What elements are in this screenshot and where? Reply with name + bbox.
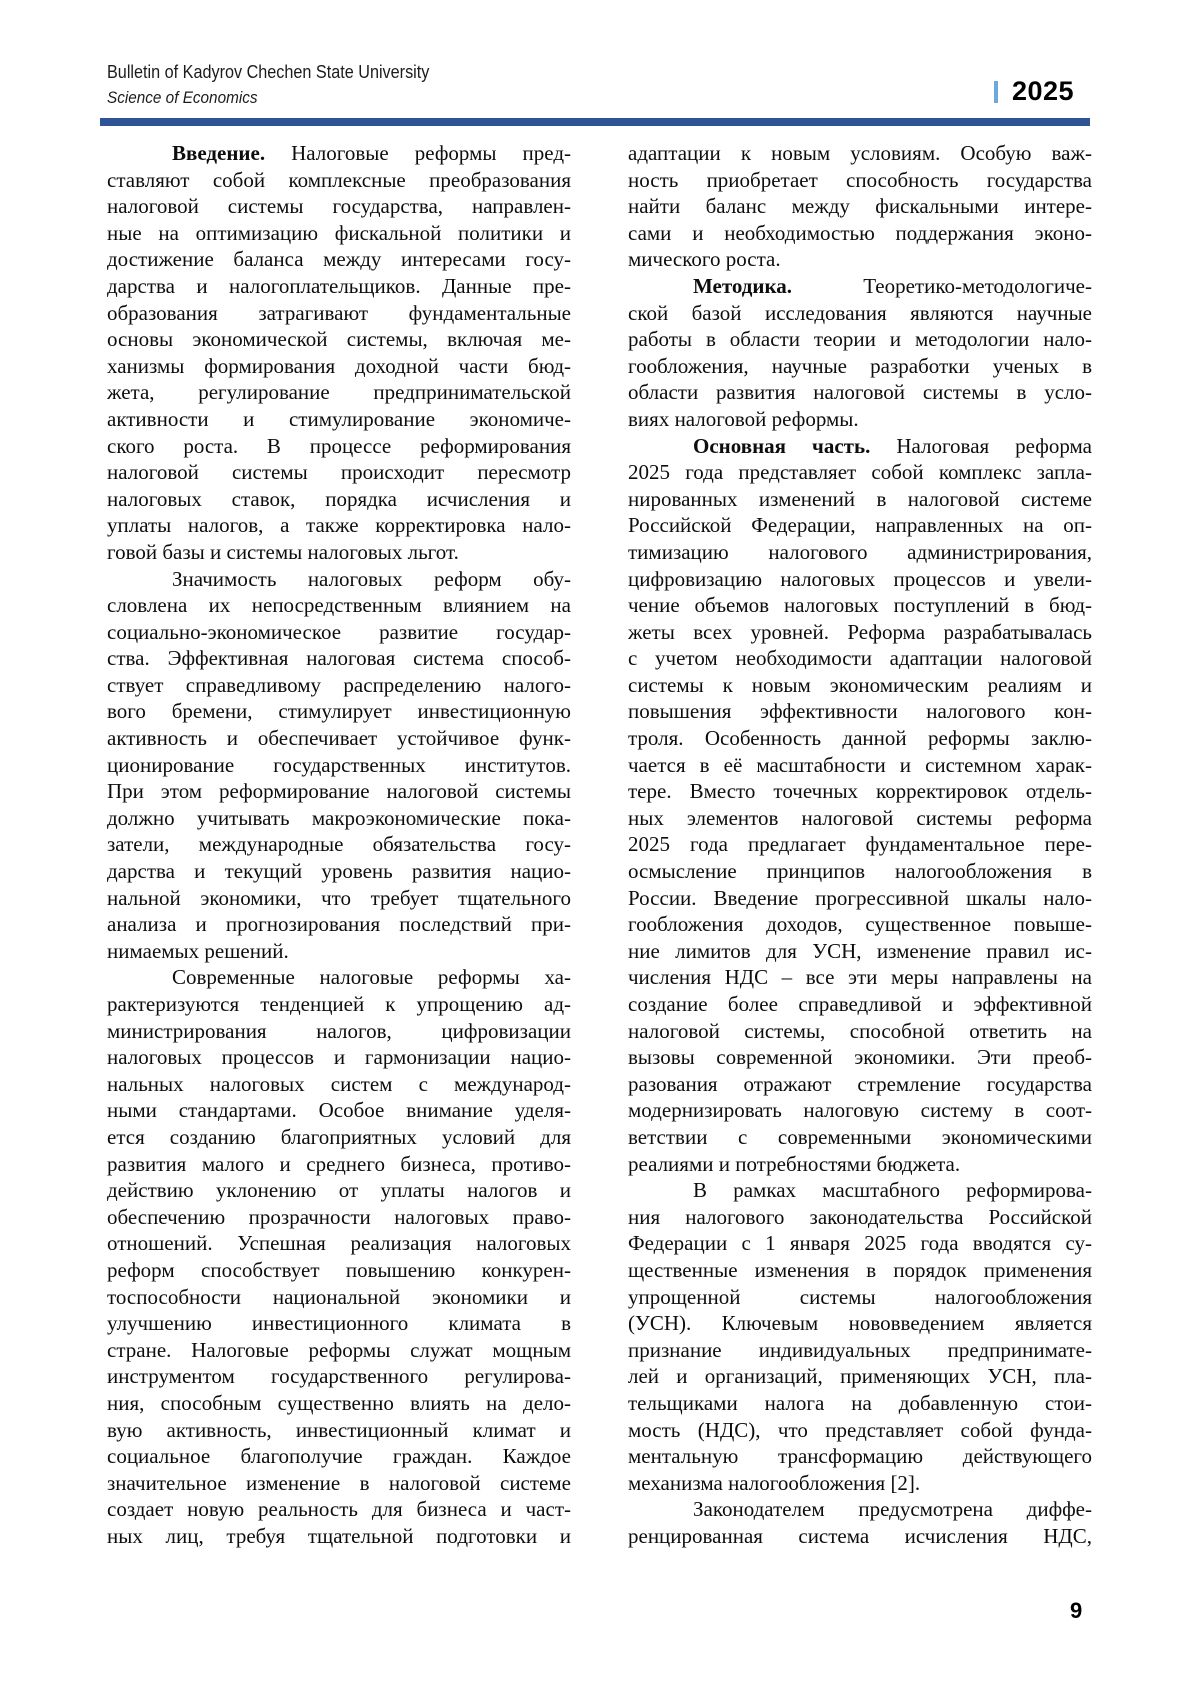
- text-line: ционирование государственных институтов.: [107, 752, 571, 777]
- text-line: В рамках масштабного реформирова-: [693, 1178, 1092, 1203]
- text-line: социально-экономическое развитие государ-: [107, 619, 571, 644]
- text-line: области развития налоговой системы в усло-: [628, 380, 1092, 405]
- year-label: 2025: [1012, 76, 1075, 106]
- text-line: ние лимитов для УСН, изменение правил ис-: [628, 938, 1092, 963]
- section-lead: Введение.: [172, 141, 266, 165]
- text-line: стране. Налоговые реформы служат мощным: [107, 1337, 571, 1362]
- text-line: создает новую реальность для бизнеса и част-: [107, 1497, 571, 1522]
- text-line: развития малого и среднего бизнеса, противо-: [107, 1151, 571, 1176]
- text-line: Методика. Теоретико-методологиче-: [693, 273, 1092, 298]
- text-line: нальных налоговых систем с международ-: [107, 1071, 571, 1096]
- text-line: реалиями и потребностями бюджета.: [628, 1151, 961, 1176]
- text-line: мического роста.: [628, 247, 781, 272]
- column-left: [107, 140, 571, 1549]
- text-line: России. Введение прогрессивной шкалы нало-: [628, 885, 1092, 910]
- text-line: 2025 года предлагает фундаментальное пере-: [628, 832, 1092, 857]
- text-line: отношений. Успешная реализация налоговых: [107, 1231, 571, 1256]
- text-line: социальное благополучие граждан. Каждое: [107, 1444, 571, 1469]
- text-line: рактеризуются тенденцией к упрощению ад-: [107, 992, 571, 1016]
- text-line: ствует справедливому распределению налого-: [107, 672, 571, 697]
- journal-subtitle: Science of Economics: [107, 88, 258, 107]
- header-divider: [100, 118, 1090, 126]
- text-line: создание более справедливой и эффективной: [628, 992, 1092, 1016]
- article-body: [107, 140, 1092, 1549]
- text-line: Введение. Налоговые реформы пред-: [172, 141, 571, 165]
- text-line: затели, международные обязательства госу-: [107, 832, 571, 857]
- text-line: щественные изменения в порядок применения: [628, 1257, 1092, 1282]
- text-line: работы в области теории и методологии нало-: [628, 327, 1092, 352]
- text-line: ными стандартами. Особое внимание уделя-: [107, 1098, 571, 1123]
- paragraph: [628, 140, 1092, 273]
- text-line: дарства и налогоплательщиков. Данные пре-: [107, 273, 571, 298]
- text-line: анализа и прогнозирования последствий при-: [107, 912, 571, 937]
- text-line: вого бремени, стимулирует инвестиционную: [107, 699, 571, 724]
- text-line: нимаемых решений.: [107, 938, 289, 963]
- text-line: мость (НДС), что представляет собой фунда-: [628, 1417, 1092, 1442]
- text-line: должно учитывать макроэкономические пока-: [107, 805, 571, 830]
- text-line: ния налогового законодательства Российской: [628, 1204, 1092, 1229]
- text-line: (УСН). Ключевым нововведением является: [628, 1311, 1092, 1336]
- text-line: нированных изменений в налоговой системе: [628, 486, 1092, 511]
- text-line: уплаты налогов, а также корректировка нало-: [107, 513, 571, 538]
- text-line: образования затрагивают фундаментальные: [107, 300, 571, 325]
- text-line: Основная часть. Налоговая реформа: [693, 433, 1092, 458]
- text-line: налоговых ставок, порядка исчисления и: [107, 486, 571, 511]
- journal-title: Bulletin of Kadyrov Chechen State University: [107, 62, 430, 82]
- text-line: Современные налоговые реформы ха-: [172, 965, 571, 990]
- text-line: сами и необходимостью поддержания эконо-: [628, 220, 1092, 245]
- text-line: механизма налогообложения [2].: [628, 1470, 921, 1495]
- text-line: нальной экономики, что требует тщательного: [107, 885, 571, 910]
- paragraph: [107, 140, 571, 566]
- paragraph: [107, 964, 571, 1549]
- text-line: гообложения доходов, существенное повыше-: [628, 912, 1092, 937]
- text-line: найти баланс между фискальными интере-: [628, 194, 1092, 219]
- text-line: повышения эффективности налогового кон-: [628, 699, 1092, 724]
- paragraph: [628, 1177, 1092, 1496]
- text-line: тимизацию налогового администрирования,: [628, 539, 1092, 564]
- text-line: с учетом необходимости адаптации налоговой: [628, 646, 1092, 671]
- text-line: обеспечению прозрачности налоговых право-: [107, 1204, 571, 1229]
- text-line: ность приобретает способность государства: [628, 167, 1092, 192]
- text-line: реформ способствует повышению конкурен-: [107, 1257, 571, 1282]
- text-line: признание индивидуальных предпринимате-: [628, 1337, 1092, 1362]
- text-line: троля. Особенность данной реформы заклю-: [628, 726, 1092, 751]
- section-lead: Методика.: [693, 273, 793, 298]
- text-line: ставляют собой комплексные преобразования: [107, 167, 571, 192]
- page-number: 9: [1070, 1598, 1083, 1623]
- text-line: Значимость налоговых реформ обу-: [172, 566, 571, 591]
- text-line: цифровизацию налоговых процессов и увели-: [628, 566, 1092, 591]
- text-line: вую активность, инвестиционный климат и: [107, 1417, 571, 1442]
- text-line: гообложения, научные разработки ученых в: [628, 353, 1092, 378]
- text-line: активность и обеспечивает устойчивое функ-: [107, 726, 571, 751]
- header-year-box: [994, 78, 1074, 105]
- text-line: ского роста. В процессе реформирования: [107, 433, 571, 458]
- text-line: осмысление принципов налогообложения в: [628, 859, 1092, 884]
- text-line: дарства и текущий уровень развития нацио-: [107, 859, 571, 884]
- text-line: лей и организаций, применяющих УСН, пла-: [628, 1364, 1092, 1389]
- text-line: чение объемов налоговых поступлений в бюд-: [628, 593, 1092, 618]
- text-line: налоговой системы государства, направлен-: [107, 194, 571, 219]
- text-line: ные на оптимизацию фискальной политики и: [107, 220, 571, 245]
- text-line: чается в её масштабности и системном харак-: [628, 752, 1092, 777]
- paragraph: [628, 433, 1092, 1178]
- text-line: инструментом государственного регулирова-: [107, 1364, 571, 1389]
- text-line: тоспособности национальной экономики и: [107, 1284, 571, 1309]
- text-line: ных элементов налоговой системы реформа: [628, 805, 1092, 830]
- column-right: [628, 140, 1092, 1549]
- text-line: ется созданию благоприятных условий для: [107, 1124, 571, 1149]
- text-line: Российской Федерации, направленных на оп-: [628, 513, 1092, 538]
- text-line: числения НДС – все эти меры направлены на: [628, 965, 1092, 990]
- paragraph: [628, 273, 1092, 433]
- accent-bar-icon: [994, 81, 998, 103]
- text-line: ской базой исследования являются научные: [628, 300, 1092, 325]
- paragraph: [628, 1496, 1092, 1549]
- text-line: активности и стимулирование экономиче-: [107, 406, 571, 431]
- text-line: При этом реформирование налоговой системы: [107, 779, 571, 804]
- text-line: 2025 года представляет собой комплекс запла-: [628, 460, 1092, 485]
- text-line: словлена их непосредственным влиянием на: [107, 593, 571, 618]
- text-line: ментальную трансформацию действующего: [628, 1444, 1092, 1469]
- text-line: тельщиками налога на добавленную стои-: [628, 1390, 1092, 1415]
- text-line: упрощенной системы налогообложения: [628, 1284, 1092, 1309]
- text-line: действию уклонению от уплаты налогов и: [107, 1178, 571, 1203]
- text-line: ства. Эффективная налоговая система способ-: [107, 646, 571, 671]
- text-line: министрирования налогов, цифровизации: [107, 1018, 571, 1043]
- text-line: модернизировать налоговую систему в соот-: [628, 1098, 1092, 1123]
- text-line: ветствии с современными экономическими: [628, 1124, 1092, 1149]
- text-line: достижение баланса между интересами госу-: [107, 247, 571, 272]
- text-line: Федерации с 1 января 2025 года вводятся су-: [628, 1231, 1092, 1256]
- text-line: улучшению инвестиционного климата в: [107, 1311, 571, 1336]
- text-line: основы экономической системы, включая ме-: [107, 327, 571, 352]
- text-line: тере. Вместо точечных корректировок отдель-: [628, 779, 1092, 804]
- text-line: ренцированная система исчисления НДС,: [628, 1523, 1092, 1548]
- section-lead: Основная часть.: [693, 433, 871, 458]
- text-line: налоговых процессов и гармонизации нацио-: [107, 1045, 571, 1070]
- paragraph: [107, 566, 571, 965]
- text-line: налоговой системы происходит пересмотр: [107, 460, 571, 485]
- text-line: жеты всех уровней. Реформа разрабатывалась: [628, 619, 1092, 644]
- text-line: налоговой системы, способной ответить на: [628, 1018, 1092, 1043]
- text-line: ных лиц, требуя тщательной подготовки и: [107, 1523, 571, 1548]
- text-line: ния, способным существенно влиять на дело-: [107, 1390, 571, 1415]
- text-line: адаптации к новым условиям. Особую важ-: [628, 141, 1092, 165]
- text-line: разования отражают стремление государства: [628, 1071, 1092, 1096]
- text-line: вызовы современной экономики. Эти преоб-: [628, 1045, 1092, 1070]
- text-line: жета, регулирование предпринимательской: [107, 380, 571, 405]
- text-line: ханизмы формирования доходной части бюд-: [107, 353, 571, 378]
- text-line: говой базы и системы налоговых льгот.: [107, 539, 459, 564]
- text-line: Законодателем предусмотрена диффе-: [693, 1497, 1092, 1522]
- text-line: виях налоговой реформы.: [628, 406, 859, 431]
- text-line: значительное изменение в налоговой системе: [107, 1470, 571, 1495]
- text-line: системы к новым экономическим реалиям и: [628, 672, 1092, 697]
